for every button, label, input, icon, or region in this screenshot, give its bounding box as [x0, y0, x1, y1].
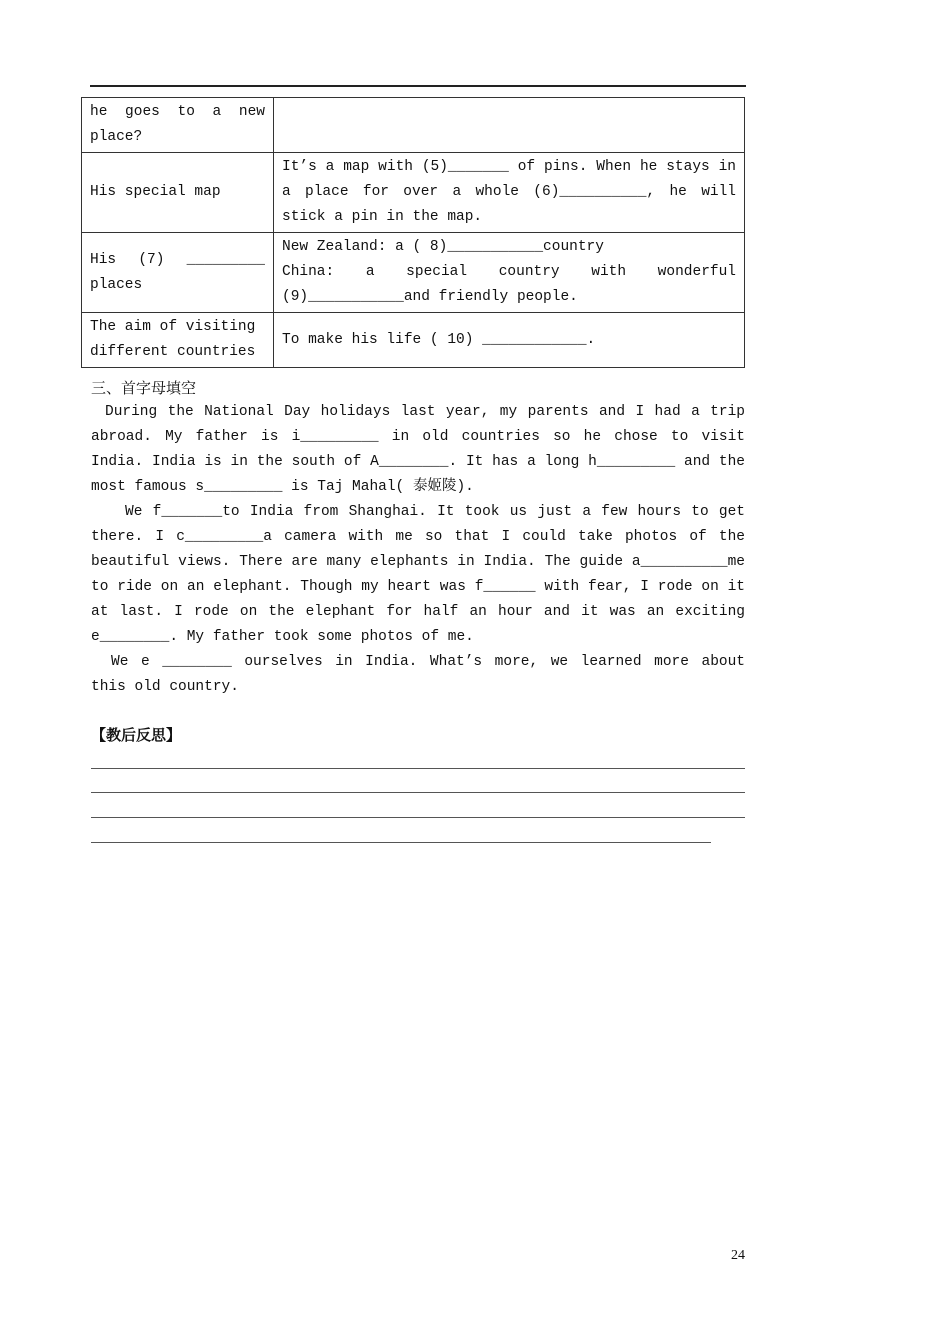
writing-line — [91, 817, 745, 818]
table-row — [82, 313, 745, 368]
table-row — [82, 233, 745, 313]
table-cell-content — [274, 98, 745, 153]
passage-paragraph: We f_______to India from Shanghai. It took us just a few hours to get there. I c_________a camera with me so that I could take photos of the beautiful views. There are many elephants in India. The guide a__________me to ride on an elephant. Though my heart was f______ with fear, I rode on it at last. I rode on the elephant for half an hour and it was an exciting e________. My father took some photos of me. — [91, 504, 745, 645]
writing-line — [91, 792, 745, 793]
passage-paragraph: During the National Day holidays last year, my parents and I had a trip abroad. My father is i_________ in old countries so he chose to visit India. India is in the south of A________. It has a long h_________ and the most famous s_________ is Taj Mahal( 泰姬陵). — [91, 404, 745, 495]
table-cell-content: It’s a map with (5)_______ of pins. When he stays in a place for over a whole (6)__________, he will stick a pin in the map. — [274, 153, 745, 233]
page-number: 24 — [731, 1248, 745, 1263]
reflection-title: 【教后反思】 — [91, 726, 182, 744]
passage — [91, 400, 745, 700]
info-table — [81, 97, 745, 368]
table-row — [82, 98, 745, 153]
table-cell-content: To make his life ( 10) ____________. — [274, 313, 745, 368]
table-row — [82, 153, 745, 233]
table-cell-label: The aim of visiting different countries — [82, 313, 274, 368]
table-cell-content — [274, 233, 745, 313]
header-rule — [90, 85, 746, 87]
table-cell-label: His special map — [82, 153, 274, 233]
table-cell-label: he goes to a new place? — [82, 98, 274, 153]
writing-line — [91, 768, 745, 769]
writing-line — [91, 842, 711, 843]
table-cell-label: His (7) _________ places — [82, 233, 274, 313]
table-cell-line: China: a special country with wonderful (9)___________and friendly people. — [282, 264, 736, 305]
passage-paragraph: We e ________ ourselves in India. What’s more, we learned more about this old country. — [91, 654, 745, 695]
section-title: 三、首字母填空 — [91, 379, 197, 397]
table-cell-line: New Zealand: a ( 8)___________country — [282, 239, 604, 255]
